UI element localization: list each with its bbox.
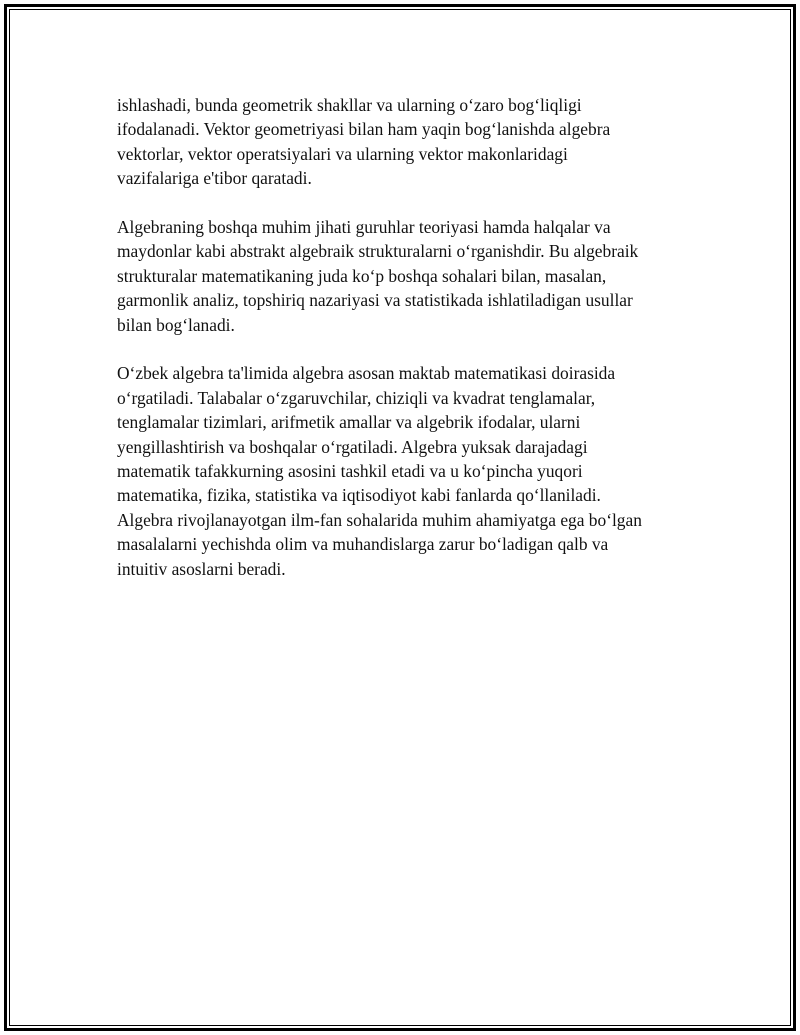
paragraph-3: O‘zbek algebra ta'limida algebra asosan maktab matematikasi doirasida o‘rgatiladi. Talabalar o‘zgaruvchilar, chiziqli va kvadrat tenglamalar, tenglamalar tizimlari, arifmetik amallar va algebrik ifodalar, ularni yengillashtirish va boshqalar o‘rgatiladi. Algebra yuksak darajadagi matematik tafakkurning asosini tashkil etadi va u ko‘pincha yuqori matematika, fizika, statistika va iqtisodiyot kabi fanlarda qo‘llaniladi. Algebra rivojlanayotgan ilm-fan sohalarida muhim ahamiyatga ega bo‘lgan masalalarni yechishda olim va muhandislarga zarur bo‘ladigan qalb va intuitiv asoslarni beradi. — [117, 363, 642, 579]
paragraph-2: Algebraning boshqa muhim jihati guruhlar teoriyasi hamda halqalar va maydonlar kabi abstrakt algebraik strukturalarni o‘rganishdir. Bu algebraik strukturalar matematikaning juda ko‘p boshqa sohalari bilan, masalan, garmonlik analiz, topshiriq nazariyasi va statistikada ishlatiladigan usullar bilan bog‘lanadi. — [117, 217, 639, 335]
document-body — [117, 93, 677, 605]
paragraph-1: ishlashadi, bunda geometrik shakllar va ularning o‘zaro bog‘liqligi ifodalanadi. Vektor geometriyasi bilan ham yaqin bog‘lanishda algebra vektorlar, vektor operatsiyalari va ularning vektor makonlaridagi vazifalariga e'tibor qaratadi. — [117, 95, 611, 189]
